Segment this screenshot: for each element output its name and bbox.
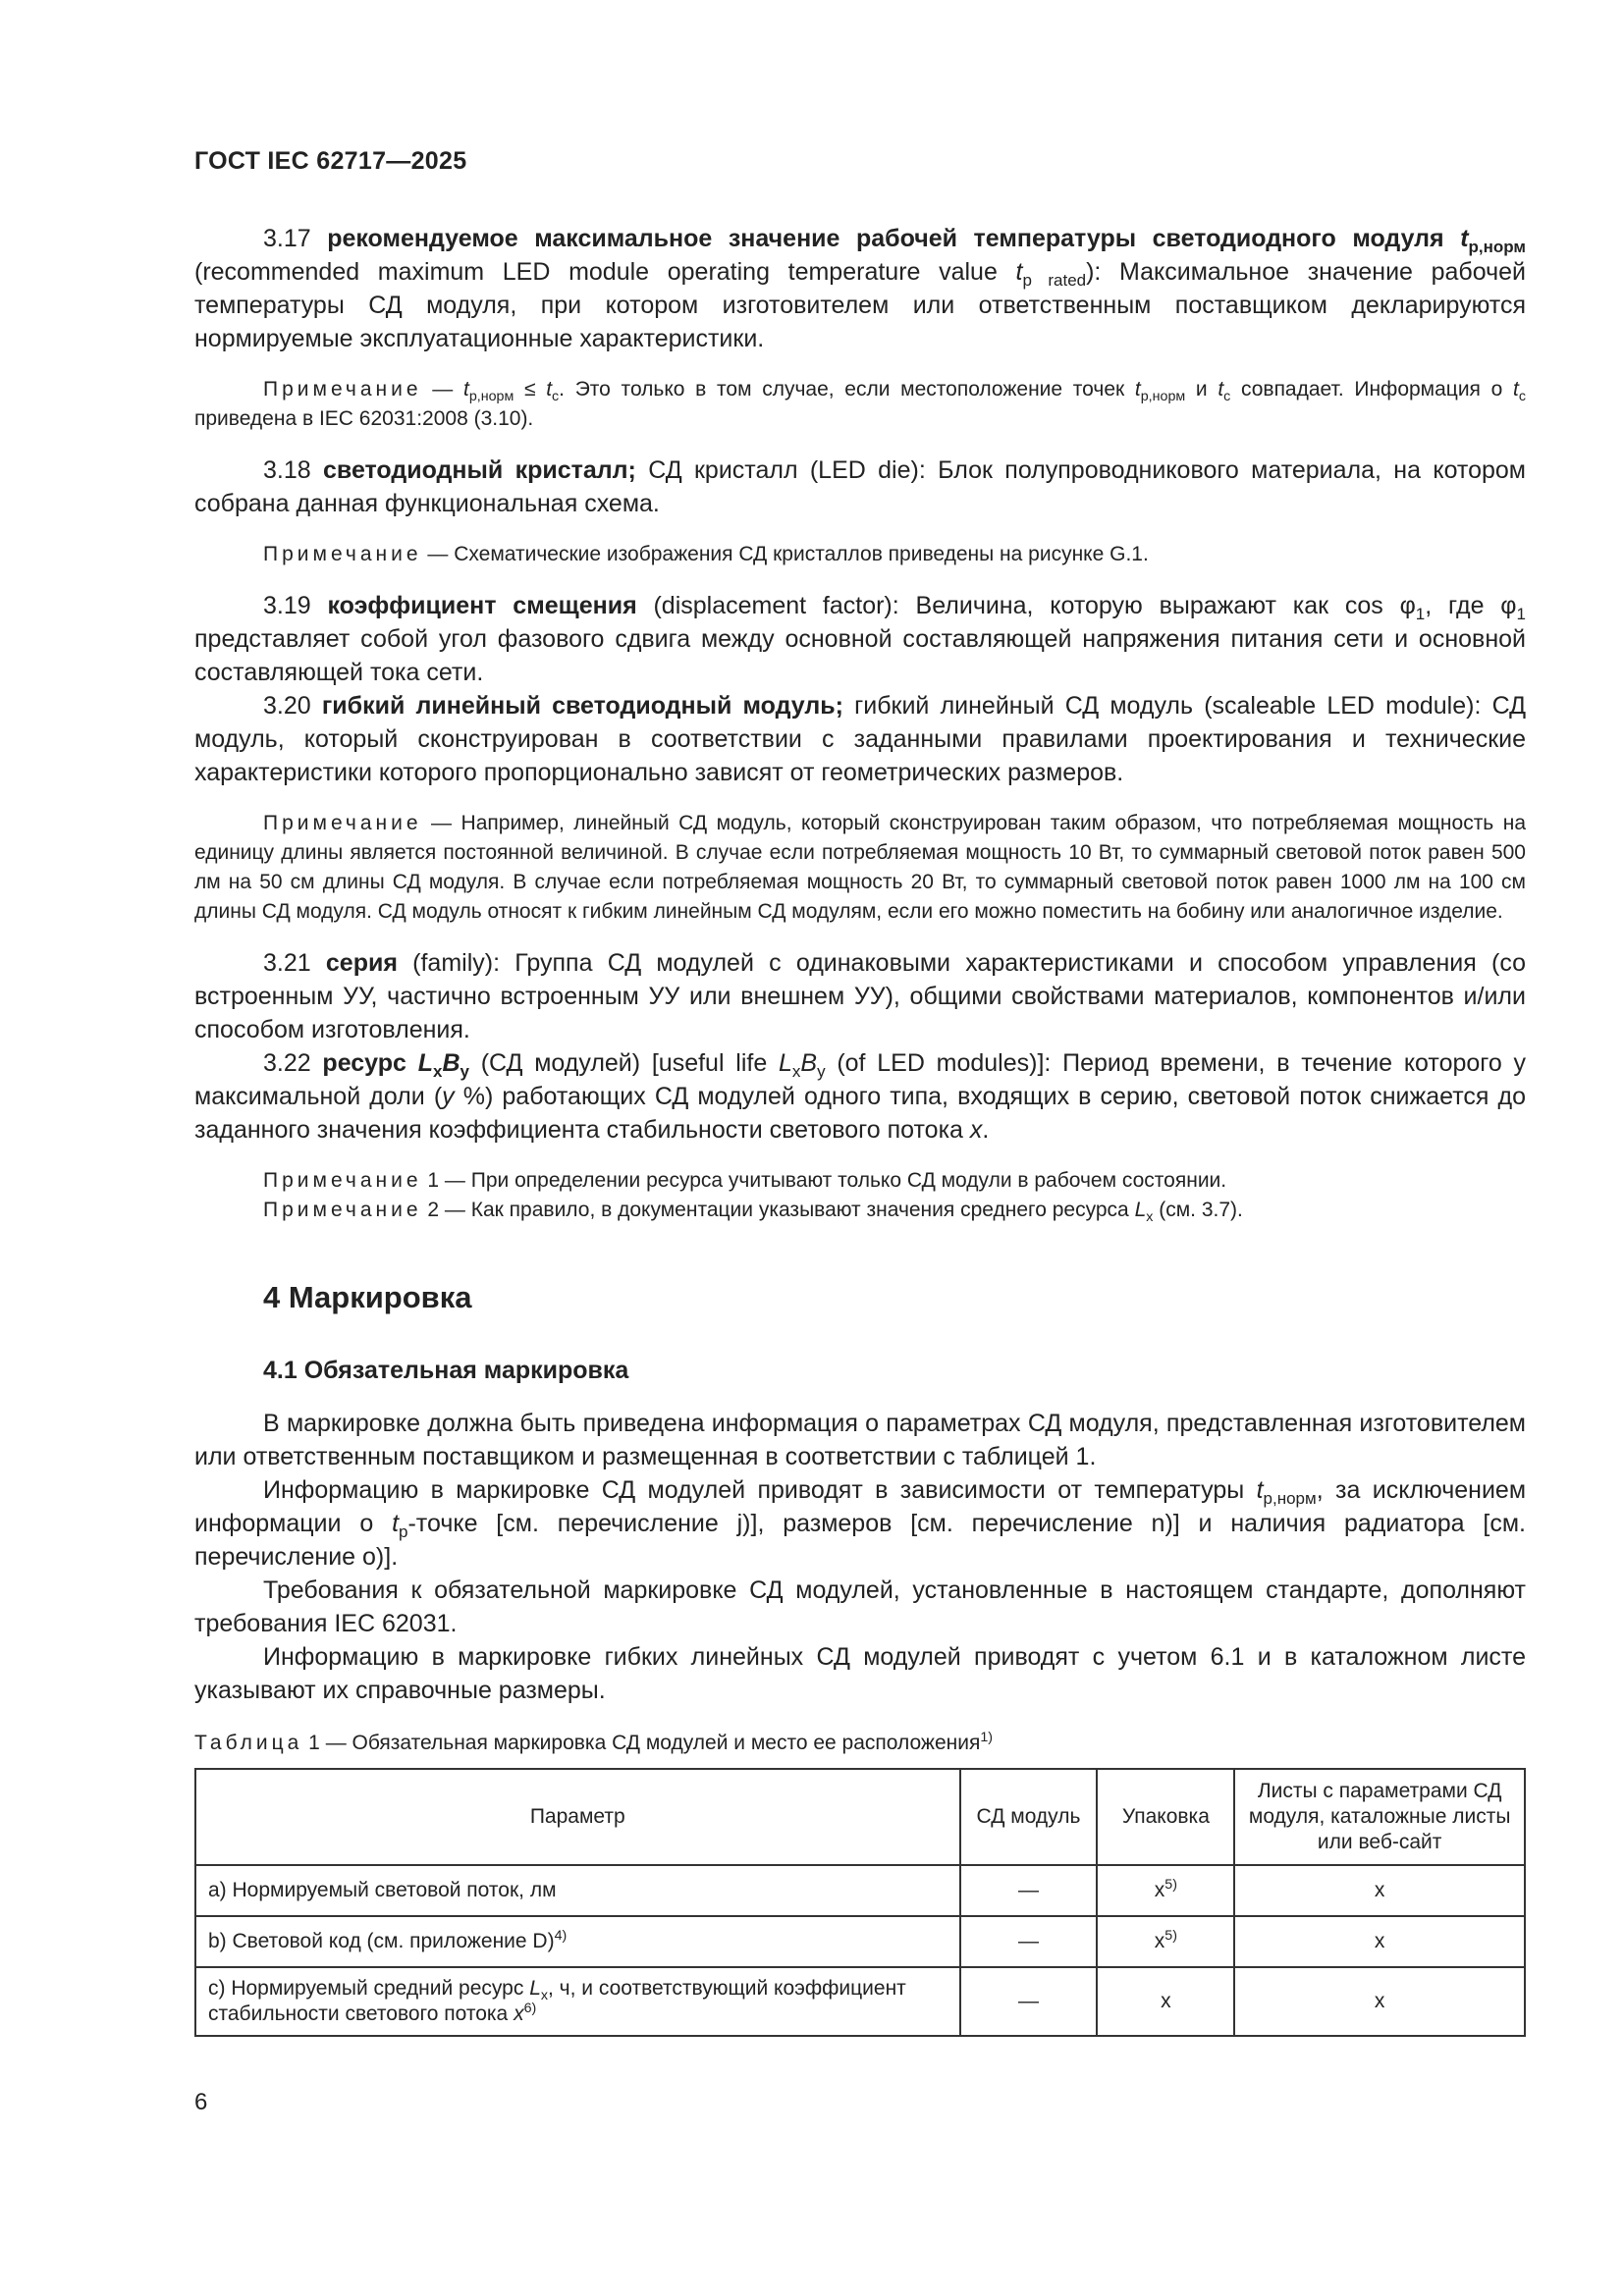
table-header-row (195, 1769, 1525, 1865)
term-number: 3.19 (263, 592, 328, 619)
term-symbol-sub: x (432, 1061, 443, 1081)
note-dash: — (421, 543, 455, 565)
term-symbol: t (1460, 225, 1469, 252)
term-symbol: y (442, 1083, 455, 1110)
cell-param (195, 1916, 960, 1967)
term-symbol-sub: y (817, 1061, 826, 1081)
term-definition: . (982, 1116, 990, 1144)
term-definition: (family): Группа СД модулей с одинаковыми характеристиками и способом управления (со встроенным УУ, частично встроенным УУ или внешнем УУ), общими свойствами материалов, компонентов и/или способом изготовления. (194, 949, 1527, 1043)
cell-package: x (1097, 1967, 1234, 2036)
note-label: Примечание (263, 1169, 422, 1192)
cell-package (1097, 1916, 1234, 1967)
cell-symbol: L (529, 1977, 541, 2000)
note-symbol: t (546, 378, 553, 400)
note-symbol-sub: c (1223, 388, 1231, 404)
term-definition: (СД модулей) [useful life (468, 1049, 779, 1077)
term-3-19 (194, 589, 1526, 689)
paragraph-text: Информацию в маркировке СД модулей приводят в зависимости от температуры (263, 1476, 1257, 1504)
term-3-20 (194, 689, 1526, 789)
note-dash: — (421, 812, 461, 834)
cell-symbol-sub: x (540, 1987, 549, 2003)
page-number: 6 (194, 2089, 208, 2115)
table-row (195, 1967, 1525, 2036)
note-label: Примечание (263, 378, 422, 400)
note-3-18 (194, 540, 1526, 569)
page-content (194, 222, 1526, 2037)
cell-footnote: 5) (1164, 1877, 1177, 1894)
term-3-17 (194, 222, 1526, 355)
term-symbol: B (800, 1049, 818, 1077)
term-title: коэффициент смещения (327, 592, 637, 619)
table-caption (194, 1729, 1526, 1758)
marking-table (194, 1768, 1526, 2037)
term-definition: СД кристалл (LED die): Блок полупроводникового материала, на котором собрана данная функциональная схема. (194, 456, 1526, 517)
note-label: Примечание (263, 812, 422, 834)
note-text: Схематические изображения СД кристаллов приведены на рисунке G.1. (454, 543, 1149, 565)
note-symbol-sub: c (1518, 388, 1526, 404)
term-definition: (of LED modules)]: Период времени, в течение которого у максимальной доли ( (194, 1049, 1527, 1110)
paragraph-symbol-sub: р (399, 1522, 408, 1541)
note-3-22-2 (194, 1196, 1526, 1225)
note-3-20 (194, 809, 1526, 927)
note-operator: ≤ (514, 378, 547, 400)
term-definition: гибкий линейный СД модуль (scaleable LED module): СД модуль, который сконструирован в соответствии с заданными правилами проектирования и технические характеристики которого пропорционально зависят от геометрических размеров. (194, 692, 1527, 786)
cell-footnote: 5) (1164, 1928, 1177, 1945)
note-symbol-sub: р,норм (1140, 388, 1186, 404)
paragraph-symbol-sub: р,норм (1263, 1488, 1317, 1508)
section4-paragraph-2 (194, 1473, 1526, 1574)
term-title: рекомендуемое максимальное значение рабочей температуры светодиодного модуля (327, 225, 1444, 252)
note-text: . Это только в том случае, если местоположение точек (559, 378, 1135, 400)
table-row (195, 1916, 1525, 1967)
note-symbol-sub: р,норм (468, 388, 514, 404)
note-text: (см. 3.7). (1153, 1199, 1243, 1221)
note-text: Например, линейный СД модуль, который сконструирован таким образом, что потребляемая мощность на единицу длины является постоянной величиной. В случае если потребляемая мощность 10 Вт, то суммарный световой поток равен 500 лм на 50 см длины СД модуля. В случае если потребляемая мощность 20 Вт, то суммарный световой поток равен 1000 лм на 100 см длины СД модуля. СД модуль относят к гибким линейным СД модулям, если его можно поместить на бобину или аналогичное изделие. (194, 812, 1527, 923)
note-text: приведена в IEC 62031:2008 (3.10). (194, 407, 534, 430)
note-text: 2 — Как правило, в документации указывают значения среднего ресурса (421, 1199, 1135, 1221)
note-symbol: t (1218, 378, 1224, 400)
header-sheets: Листы с параметрами СД модуля, каталожные листы или веб-сайт (1234, 1769, 1525, 1865)
term-3-22 (194, 1046, 1526, 1147)
term-number: 3.17 (263, 225, 328, 252)
term-symbol-sub: x (791, 1061, 801, 1081)
cell-text: x (1154, 1879, 1165, 1901)
table-row (195, 1865, 1525, 1916)
term-title: ресурс (322, 1049, 418, 1077)
document-header: ГОСТ IEC 62717—2025 (194, 147, 467, 175)
table-caption-label: Таблица (194, 1732, 303, 1754)
table-caption-footnote: 1) (980, 1730, 994, 1746)
term-definition: ): Максимальное значение рабочей температуры СД модуля, при котором изготовителем или ответственным поставщиком декларируются нормируемые эксплуатационные характеристики. (194, 258, 1526, 352)
section-heading-4: 4 Маркировка (263, 1280, 472, 1314)
paragraph-symbol: t (392, 1510, 400, 1537)
term-symbol: x (969, 1116, 983, 1144)
note-text: совпадает. Информация о (1230, 378, 1514, 400)
cell-text: a) Нормируемый световой поток, лм (208, 1879, 557, 1901)
term-english-symbol-sub: p rated (1022, 270, 1087, 290)
section4-paragraph-1: В маркировке должна быть приведена информация о параметрах СД модуля, представленная изготовителем или ответственным поставщиком и размещенная в соответствии с таблицей 1. (194, 1410, 1526, 1470)
header-param: Параметр (195, 1769, 960, 1865)
cell-text: b) Световой код (см. приложение D) (208, 1930, 555, 1952)
note-3-22-1 (194, 1166, 1526, 1196)
term-number: 3.22 (263, 1049, 323, 1077)
term-definition: представляет собой угол фазового сдвига между основной составляющей напряжения питания сети и основной составляющей тока сети. (194, 625, 1526, 686)
note-symbol-sub: x (1146, 1208, 1154, 1225)
note-label: Примечание (263, 1199, 422, 1221)
term-title: светодиодный кристалл; (323, 456, 636, 484)
term-definition: (displacement factor): Величина, которую выражают как cos φ (636, 592, 1416, 619)
cell-text: x (1154, 1930, 1165, 1952)
cell-sheets: x (1234, 1967, 1525, 2036)
term-symbol-sub: y (460, 1061, 469, 1081)
term-definition: , где φ (1425, 592, 1517, 619)
cell-module: — (960, 1967, 1098, 2036)
note-symbol: t (462, 378, 469, 400)
term-title: гибкий линейный светодиодный модуль; (321, 692, 843, 720)
cell-param (195, 1865, 960, 1916)
term-symbol: B (442, 1049, 460, 1077)
subsection-heading-4-1: 4.1 Обязательная маркировка (263, 1357, 629, 1384)
note-text: 1 — При определении ресурса учитывают только СД модули в рабочем состоянии. (421, 1169, 1227, 1192)
cell-footnote: 4) (554, 1928, 568, 1945)
term-number: 3.18 (263, 456, 323, 484)
cell-module: — (960, 1916, 1098, 1967)
note-symbol: L (1134, 1199, 1147, 1221)
paragraph-symbol: t (1256, 1476, 1264, 1504)
note-3-17 (194, 375, 1526, 434)
term-symbol: L (778, 1049, 792, 1077)
header-package: Упаковка (1097, 1769, 1234, 1865)
section4-paragraph-4: Информацию в маркировке гибких линейных СД модулей приводят с учетом 6.1 и в каталожном листе указывают их справочные размеры. (194, 1643, 1526, 1704)
cell-text: c) Нормируемый средний ресурс (208, 1977, 530, 2000)
cell-footnote: 6) (523, 2001, 537, 2017)
term-3-18 (194, 454, 1526, 520)
term-3-21 (194, 946, 1526, 1046)
term-symbol-sub: р,норм (1468, 237, 1527, 256)
cell-text: , ч, и соответствующий коэффициент стабильности светового потока (208, 1977, 906, 2025)
cell-sheets: x (1234, 1865, 1525, 1916)
note-symbol: t (1513, 378, 1519, 400)
note-dash: — (421, 378, 463, 400)
term-definition: %) работающих СД модулей одного типа, входящих в серию, световой поток снижается до заданного значения коэффициента стабильности светового потока (194, 1083, 1526, 1144)
term-number: 3.21 (263, 949, 326, 977)
term-sub: 1 (1415, 604, 1426, 623)
term-sub: 1 (1516, 604, 1526, 623)
term-english: (recommended maximum LED module operating temperature value (194, 258, 1016, 286)
paragraph-text: -точке [см. перечисление j)], размеров [см. перечисление n)] и наличия радиатора [см. перечисление o)]. (194, 1510, 1526, 1571)
cell-param (195, 1967, 960, 2036)
paragraph-text: , за исключением информации о (194, 1476, 1527, 1537)
cell-sheets: x (1234, 1916, 1525, 1967)
note-symbol: t (1134, 378, 1141, 400)
cell-symbol: x (514, 2002, 524, 2025)
note-symbol-sub: c (552, 388, 560, 404)
term-english-symbol: t (1015, 258, 1023, 286)
term-title: серия (325, 949, 398, 977)
note-label: Примечание (263, 543, 422, 565)
table-caption-text: 1 — Обязательная маркировка СД модулей и место ее расположения (302, 1732, 981, 1754)
header-module: СД модуль (960, 1769, 1098, 1865)
section4-paragraph-3: Требования к обязательной маркировке СД модулей, установленные в настоящем стандарте, дополняют требования IEC 62031. (194, 1576, 1526, 1637)
note-text: и (1185, 378, 1218, 400)
term-symbol: L (417, 1049, 433, 1077)
cell-module: — (960, 1865, 1098, 1916)
term-number: 3.20 (263, 692, 322, 720)
cell-package (1097, 1865, 1234, 1916)
